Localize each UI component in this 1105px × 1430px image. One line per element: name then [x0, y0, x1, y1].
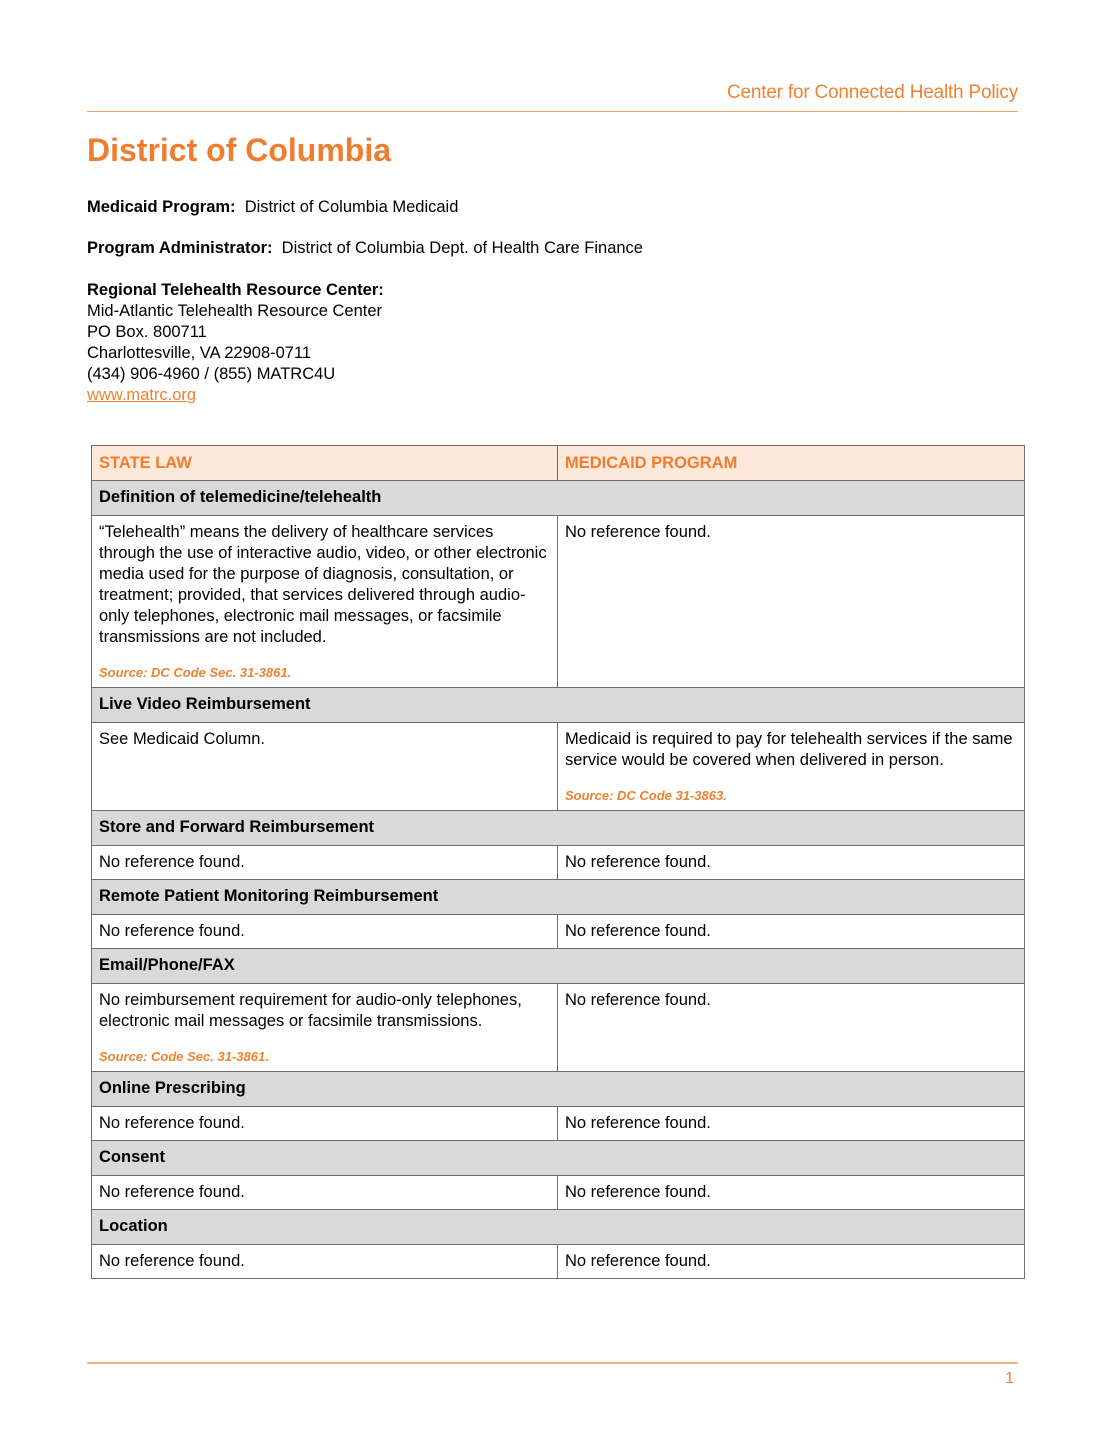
source-citation: Source: DC Code Sec. 31-3861. [99, 665, 292, 680]
source-citation: Source: DC Code 31-3863. [565, 788, 727, 803]
header-divider [87, 111, 1018, 112]
medicaid-cell [558, 1245, 1025, 1279]
section-row-store-and-forward-reimbursement [92, 811, 1025, 846]
table-row [92, 915, 1025, 949]
section-row-remote-patient-monitoring-reimbursement [92, 880, 1025, 915]
medicaid-cell-text: No reference found. [565, 1252, 711, 1270]
medicaid-cell-text: No reference found. [565, 523, 711, 541]
state-law-cell-text: No reference found. [99, 853, 245, 871]
section-title: Email/Phone/FAX [92, 949, 1025, 984]
section-title: Consent [92, 1141, 1025, 1176]
table-row [92, 984, 1025, 1072]
medicaid-cell-text: No reference found. [565, 1114, 711, 1132]
state-law-cell [92, 516, 558, 688]
resource-center-phone: (434) 906-4960 / (855) MATRC4U [87, 365, 336, 383]
medicaid-program-value: District of Columbia Medicaid [244, 198, 459, 216]
section-title: Store and Forward Reimbursement [92, 811, 1025, 846]
resource-center-info [87, 280, 384, 406]
program-administrator-label: Program Administrator: [87, 239, 273, 257]
table-row [92, 516, 1025, 688]
medicaid-cell-text: No reference found. [565, 1183, 711, 1201]
policy-table [91, 445, 1025, 1279]
resource-center-name: Mid-Atlantic Telehealth Resource Center [87, 302, 383, 320]
medicaid-cell-text: No reference found. [565, 922, 711, 940]
medicaid-cell [558, 723, 1025, 811]
state-law-cell-text: “Telehealth” means the delivery of healthcare services through the use of interactive audio, video, or other electronic media used for the purpose of diagnosis, consultation, or treatment; provided, that services delivered through audio-only telephones, electronic mail messages, or facsimile transmissions are not included. [99, 523, 547, 646]
state-law-cell [92, 915, 558, 949]
state-law-cell-text: No reference found. [99, 1252, 245, 1270]
section-row-definition-of-telemedicine-telehealth [92, 481, 1025, 516]
state-law-cell-text: No reimbursement requirement for audio-only telephones, electronic mail messages or facsimile transmissions. [99, 991, 522, 1030]
medicaid-cell [558, 1176, 1025, 1210]
table-row [92, 1176, 1025, 1210]
resource-center-address-line2: Charlottesville, VA 22908-0711 [87, 344, 312, 362]
column-header-state-law: STATE LAW [92, 446, 558, 481]
section-row-online-prescribing [92, 1072, 1025, 1107]
medicaid-cell [558, 915, 1025, 949]
section-row-email-phone-fax [92, 949, 1025, 984]
page-number: 1 [1005, 1370, 1014, 1387]
state-law-cell [92, 1176, 558, 1210]
medicaid-cell [558, 984, 1025, 1072]
table-row [92, 1107, 1025, 1141]
resource-center-address-line1: PO Box. 800711 [87, 323, 207, 341]
program-administrator-value: District of Columbia Dept. of Health Care Finance [281, 239, 643, 257]
footer-divider [87, 1362, 1018, 1364]
state-law-cell-text: See Medicaid Column. [99, 730, 265, 748]
resource-center-website-link[interactable]: www.matrc.org [87, 386, 197, 404]
section-row-consent [92, 1141, 1025, 1176]
table-header-row [92, 446, 1025, 481]
section-title: Location [92, 1210, 1025, 1245]
table-row [92, 1245, 1025, 1279]
medicaid-cell [558, 846, 1025, 880]
medicaid-cell [558, 516, 1025, 688]
section-title: Online Prescribing [92, 1072, 1025, 1107]
page-title: District of Columbia [87, 132, 392, 168]
state-law-cell [92, 723, 558, 811]
medicaid-program-info [87, 197, 458, 218]
section-title: Live Video Reimbursement [92, 688, 1025, 723]
section-row-live-video-reimbursement [92, 688, 1025, 723]
state-law-cell [92, 984, 558, 1072]
source-citation: Source: Code Sec. 31-3861. [99, 1049, 269, 1064]
column-header-medicaid-program: MEDICAID PROGRAM [558, 446, 1025, 481]
state-law-cell [92, 1107, 558, 1141]
section-title: Remote Patient Monitoring Reimbursement [92, 880, 1025, 915]
program-administrator-info [87, 238, 643, 259]
medicaid-cell [558, 1107, 1025, 1141]
medicaid-program-label: Medicaid Program: [87, 198, 236, 216]
state-law-cell-text: No reference found. [99, 922, 245, 940]
section-row-location [92, 1210, 1025, 1245]
state-law-cell [92, 1245, 558, 1279]
state-law-cell-text: No reference found. [99, 1183, 245, 1201]
table-row [92, 723, 1025, 811]
header-brand: Center for Connected Health Policy [726, 82, 1018, 103]
state-law-cell [92, 846, 558, 880]
table-row [92, 846, 1025, 880]
medicaid-cell-text: No reference found. [565, 853, 711, 871]
resource-center-label: Regional Telehealth Resource Center: [87, 281, 384, 299]
medicaid-cell-text: No reference found. [565, 991, 711, 1009]
medicaid-cell-text: Medicaid is required to pay for telehealth services if the same service would be covered when delivered in person. [565, 730, 1013, 769]
state-law-cell-text: No reference found. [99, 1114, 245, 1132]
section-title: Definition of telemedicine/telehealth [92, 481, 1025, 516]
